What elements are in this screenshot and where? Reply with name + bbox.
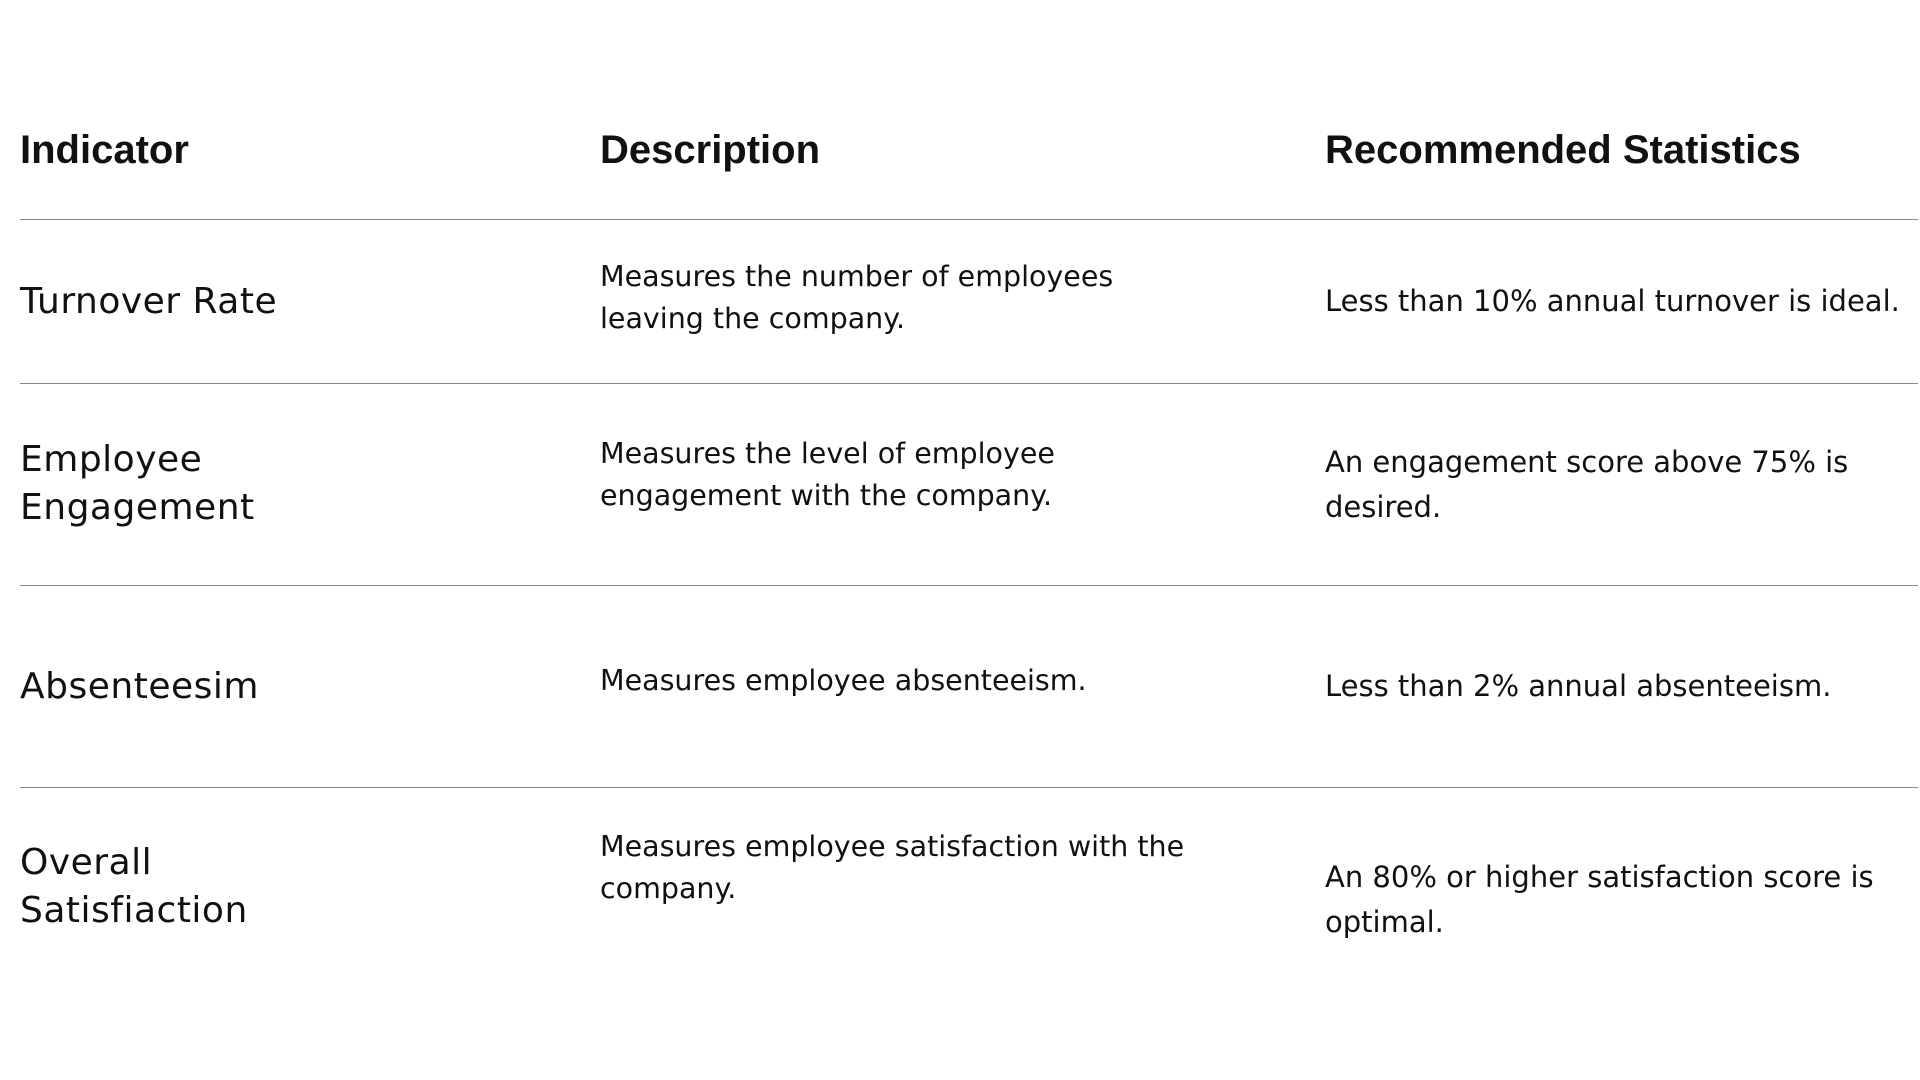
table-row: [20, 586, 1918, 788]
description-cell: Measures the level of employee engagement with the company.: [600, 436, 1055, 512]
table-row: [20, 220, 1918, 384]
table-row: [20, 788, 1918, 988]
header-indicator: Indicator: [20, 128, 189, 172]
header-recommended-statistics: Recommended Statistics: [1325, 128, 1801, 172]
description-cell: Measures employee absenteeism.: [600, 663, 1087, 697]
table-header-row: [20, 0, 1918, 220]
table-row: [20, 384, 1918, 586]
description-cell: Measures the number of employees leaving the company.: [600, 259, 1114, 335]
indicator-cell: Overall Satisfiaction: [20, 842, 248, 931]
statistic-cell: An 80% or higher satisfaction score is optimal.: [1325, 860, 1874, 939]
statistic-cell: Less than 2% annual absenteeism.: [1325, 669, 1832, 703]
indicator-cell: Absenteesim: [20, 665, 259, 707]
statistic-cell: An engagement score above 75% is desired.: [1325, 444, 1849, 524]
indicator-cell: Employee Engagement: [20, 438, 255, 528]
statistic-cell: Less than 10% annual turnover is ideal.: [1325, 284, 1900, 318]
description-cell: Measures employee satisfaction with the company.: [600, 830, 1185, 905]
indicator-cell: Turnover Rate: [20, 280, 278, 322]
header-description: Description: [600, 128, 821, 172]
